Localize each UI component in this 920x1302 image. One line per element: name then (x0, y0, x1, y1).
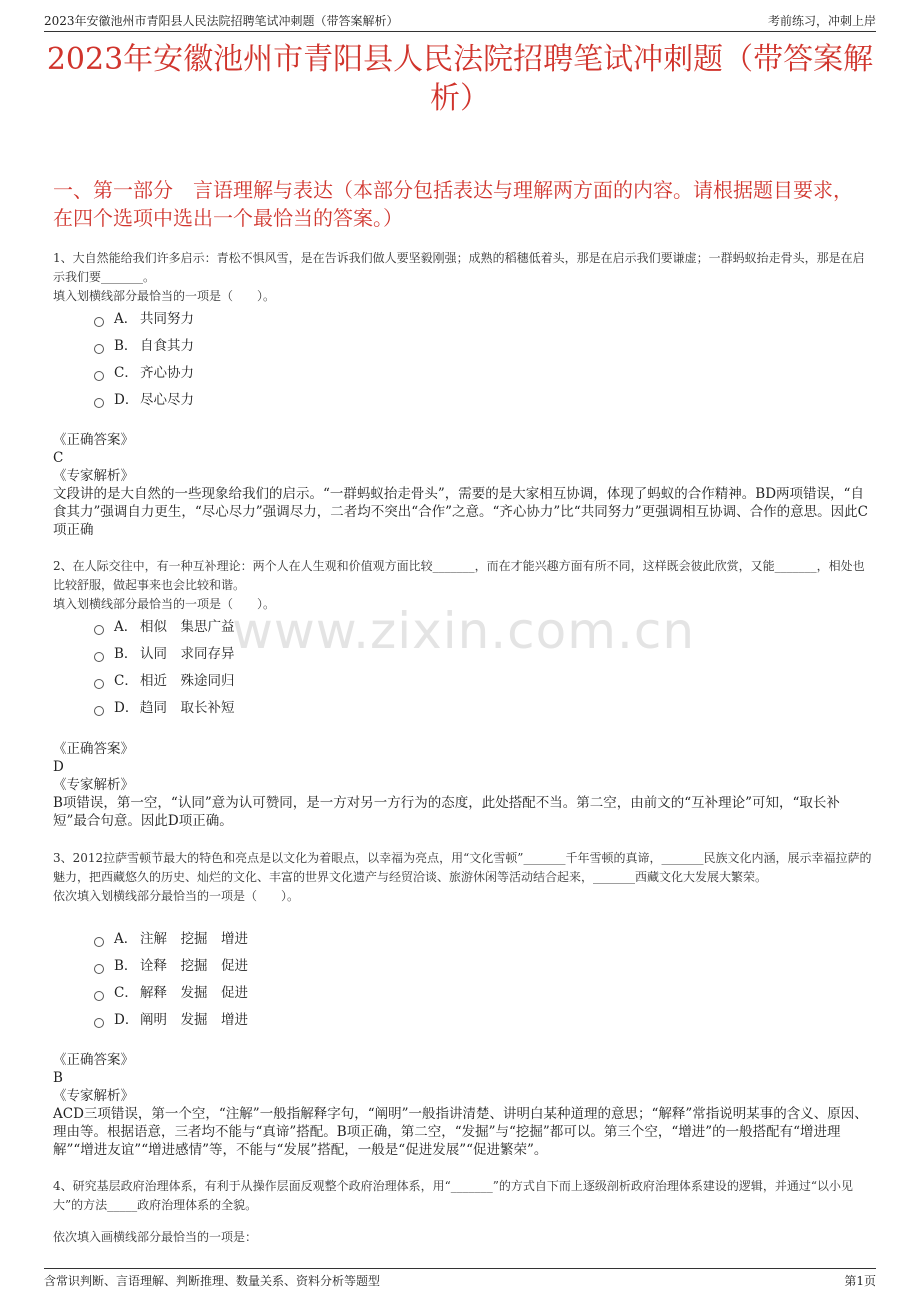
answer-label: 《正确答案》 (53, 1052, 134, 1068)
option-text: 认同 求同存异 (140, 645, 235, 662)
header-slogan: 考前练习，冲刺上岸 (767, 14, 876, 28)
option-a[interactable]: A． 共同努力 (94, 305, 194, 332)
radio-icon[interactable] (94, 706, 104, 716)
analysis-text: B项错误，第一空，“认同”意为认可赞同，是一方对另一方行为的态度，此处搭配不当。第二空，由前文的“互补理论”可知，“取长补短”最合句意。因此D项正确。 (53, 795, 840, 829)
option-a[interactable]: A． 相似 集思广益 (94, 613, 235, 640)
footer-topics: 含常识判断、言语理解、判断推理、数量关系、资料分析等题型 (44, 1274, 381, 1288)
section-heading: 一、第一部分 言语理解与表达（本部分包括表达与理解两方面的内容。请根据题目要求，在四个选项中选出一个最恰当的答案。） (53, 178, 853, 230)
answer-value: C (53, 450, 64, 466)
question-1-answer-block (53, 431, 870, 539)
option-a[interactable]: A． 注解 挖掘 增进 (94, 925, 248, 952)
option-b[interactable]: B． 认同 求同存异 (94, 640, 235, 667)
radio-icon[interactable] (94, 344, 104, 354)
question-2 (53, 557, 872, 614)
option-d[interactable]: D． 阐明 发掘 增进 (94, 1006, 248, 1033)
analysis-label: 《专家解析》 (53, 468, 134, 484)
watermark: www.zixin.com.cn (232, 602, 696, 660)
radio-icon[interactable] (94, 371, 104, 381)
radio-icon[interactable] (94, 937, 104, 947)
option-c[interactable]: C． 解释 发掘 促进 (94, 979, 248, 1006)
option-text: 相近 殊途同归 (140, 672, 235, 689)
option-b[interactable]: B． 诠释 挖掘 促进 (94, 952, 248, 979)
option-text: 趋同 取长补短 (140, 699, 235, 716)
question-4-prompt-wrap (53, 1228, 872, 1247)
analysis-label: 《专家解析》 (53, 777, 134, 793)
question-4-stem: 4、研究基层政府治理体系，有利于从操作层面反观整个政府治理体系，用“_______”的方式自下而上逐级剖析政府治理体系建设的逻辑，并通过“以小见大”的方法_____政府治理体系的全貌。 (53, 1179, 854, 1212)
option-d[interactable]: D． 趋同 取长补短 (94, 694, 235, 721)
radio-icon[interactable] (94, 625, 104, 635)
answer-label: 《正确答案》 (53, 432, 134, 448)
question-4 (53, 1177, 872, 1215)
answer-value: B (53, 1070, 63, 1086)
radio-icon[interactable] (94, 991, 104, 1001)
page-number: 第1页 (844, 1274, 876, 1288)
analysis-text: ACD三项错误，第一个空，“注解”一般指解释字句，“阐明”一般指讲清楚、讲明白某种道理的意思；“解释”常指说明某事的含义、原因、理由等。根据语意，三者均不能与“真谛”搭配。B项正确，第二空，“发掘”与“挖掘”都可以。第三个空，“增进”的一般搭配有“增进理解”“增进友谊”“增进感情”等，不能与“发展”搭配，一般是“促进发展”“促进繁荣”。 (53, 1106, 868, 1158)
question-3-answer-block (53, 1051, 870, 1159)
radio-icon[interactable] (94, 1018, 104, 1028)
option-c[interactable]: C． 相近 殊途同归 (94, 667, 235, 694)
option-text: 共同努力 (140, 310, 194, 327)
question-1-prompt: 填入划横线部分最恰当的一项是（ ）。 (53, 289, 276, 303)
option-c[interactable]: C． 齐心协力 (94, 359, 194, 386)
header-doc-title: 2023年安徽池州市青阳县人民法院招聘笔试冲刺题（带答案解析） (44, 14, 399, 28)
radio-icon[interactable] (94, 317, 104, 327)
option-b[interactable]: B． 自食其力 (94, 332, 194, 359)
analysis-text: 文段讲的是大自然的一些现象给我们的启示。“一群蚂蚁抬走骨头”，需要的是大家相互协调，体现了蚂蚁的合作精神。BD两项错误，“自食其力”强调自力更生，“尽心尽力”强调尽力，二者均不突出“合作”之意。“齐心协力”比“共同努力”更强调相互协调、合作的意思。因此C项正确 (53, 486, 868, 538)
page-footer (44, 1268, 876, 1291)
radio-icon[interactable] (94, 679, 104, 689)
question-3 (53, 849, 872, 906)
question-1-stem: 1、大自然能给我们许多启示：青松不惧风雪，是在告诉我们做人要坚毅刚强；成熟的稻穗低着头，那是在启示我们要谦虚；一群蚂蚁抬走骨头，那是在启示我们要_______。 (53, 251, 865, 284)
option-text: 相似 集思广益 (140, 618, 235, 635)
option-text: 诠释 挖掘 促进 (140, 957, 248, 974)
radio-icon[interactable] (94, 964, 104, 974)
question-2-stem: 2、在人际交往中，有一种互补理论：两个人在人生观和价值观方面比较_______，而在才能兴趣方面有所不同，这样既会彼此欣赏，又能_______，相处也比较舒服，做起事来也会比较和谐。 (53, 559, 865, 592)
analysis-label: 《专家解析》 (53, 1088, 134, 1104)
answer-label: 《正确答案》 (53, 741, 134, 757)
question-1 (53, 249, 872, 306)
option-text: 注解 挖掘 增进 (140, 930, 248, 947)
option-text: 阐明 发掘 增进 (140, 1011, 248, 1028)
question-3-options (94, 925, 248, 1033)
answer-value: D (53, 759, 64, 775)
option-text: 尽心尽力 (140, 391, 194, 408)
option-text: 自食其力 (140, 337, 194, 354)
radio-icon[interactable] (94, 652, 104, 662)
option-text: 解释 发掘 促进 (140, 984, 248, 1001)
page-header (44, 9, 876, 32)
option-d[interactable]: D． 尽心尽力 (94, 386, 194, 413)
question-2-prompt: 填入划横线部分最恰当的一项是（ ）。 (53, 597, 276, 611)
question-2-options (94, 613, 235, 721)
question-1-options (94, 305, 194, 413)
radio-icon[interactable] (94, 398, 104, 408)
question-4-prompt: 依次填入画横线部分最恰当的一项是： (53, 1230, 258, 1244)
question-3-prompt: 依次填入划横线部分最恰当的一项是（ ）。 (53, 889, 300, 903)
question-2-answer-block (53, 740, 870, 830)
option-text: 齐心协力 (140, 364, 194, 381)
question-3-stem: 3、2012拉萨雪顿节最大的特色和亮点是以文化为着眼点，以幸福为亮点，用“文化雪顿”_______千年雪顿的真谛，_______民族文化内涵，展示幸福拉萨的魅力，把西藏悠久的历史、灿烂的文化、丰富的世界文化遗产与经贸洽谈、旅游休闲等活动结合起来，_______西藏文化大发展大繁荣。 (53, 851, 872, 884)
document-title: 2023年安徽池州市青阳县人民法院招聘笔试冲刺题（带答案解析） (46, 42, 874, 116)
